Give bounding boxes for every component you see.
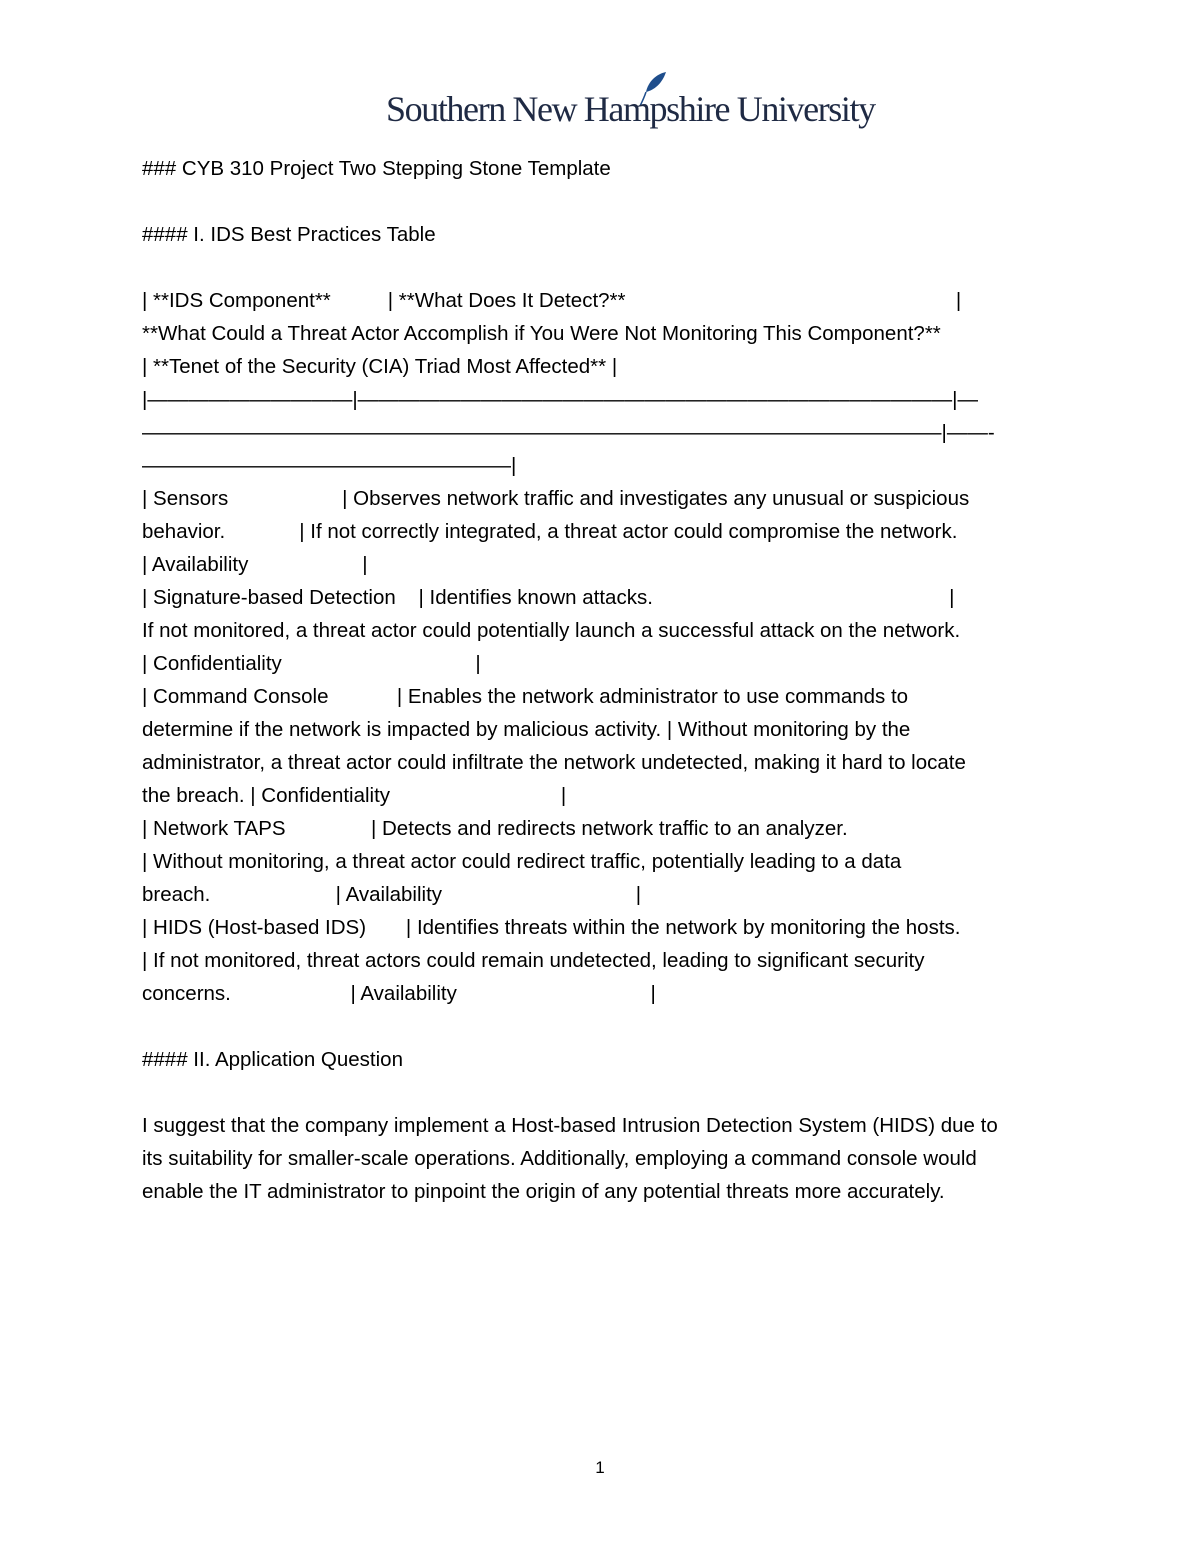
document-body [142, 152, 1062, 1208]
document-line: | Network TAPS | Detects and redirects network traffic to an analyzer. [142, 817, 848, 840]
document-line: behavior. | If not correctly integrated, a threat actor could compromise the network. [142, 520, 958, 543]
document-line: | If not monitored, threat actors could remain undetected, leading to significant security [142, 949, 925, 972]
blank-line [142, 251, 1062, 284]
document-line: I suggest that the company implement a Host-based Intrusion Detection System (HIDS) due to [142, 1114, 998, 1137]
document-line: | Confidentiality | [142, 652, 481, 675]
document-line: If not monitored, a threat actor could potentially launch a successful attack on the network. [142, 619, 961, 642]
document-line: | Command Console | Enables the network administrator to use commands to [142, 685, 909, 708]
logo-wordmark: Southern New Hampshire University [386, 89, 875, 129]
document-line: concerns. | Availability | [142, 982, 656, 1005]
document-line: administrator, a threat actor could infiltrate the network undetected, making it hard to locate [142, 751, 966, 774]
document-line: | HIDS (Host-based IDS) | Identifies threats within the network by monitoring the hosts. [142, 916, 961, 939]
document-line: #### I. IDS Best Practices Table [142, 223, 436, 246]
document-line: enable the IT administrator to pinpoint the origin of any potential threats more accurately. [142, 1180, 945, 1203]
document-line: ———————————————————————————————————————|——- [142, 421, 995, 444]
document-line: its suitability for smaller-scale operations. Additionally, employing a command console would [142, 1147, 977, 1170]
document-line: |——————————|—————————————————————————————|— [142, 388, 978, 411]
document-line: | Availability | [142, 553, 368, 576]
document-line: #### II. Application Question [142, 1048, 403, 1071]
university-logo [386, 68, 875, 138]
blank-line [142, 185, 1062, 218]
document-line: | Signature-based Detection | Identifies known attacks. | [142, 586, 955, 609]
blank-line [142, 1076, 1062, 1109]
document-line: | **Tenet of the Security (CIA) Triad Most Affected** | [142, 355, 618, 378]
document-line: | Sensors | Observes network traffic and investigates any unusual or suspicious [142, 487, 970, 510]
document-line: **What Could a Threat Actor Accomplish if You Were Not Monitoring This Component?** [142, 322, 941, 345]
document-line: ——————————————————| [142, 454, 517, 477]
document-line: breach. | Availability | [142, 883, 642, 906]
page-number: 1 [595, 1458, 605, 1477]
document-line: ### CYB 310 Project Two Stepping Stone Template [142, 157, 611, 180]
document-line: | Without monitoring, a threat actor could redirect traffic, potentially leading to a data [142, 850, 902, 873]
blank-line [142, 1010, 1062, 1043]
document-line: determine if the network is impacted by malicious activity. | Without monitoring by the [142, 718, 911, 741]
document-line: the breach. | Confidentiality | [142, 784, 567, 807]
document-line: | **IDS Component** | **What Does It Detect?** | [142, 289, 962, 312]
